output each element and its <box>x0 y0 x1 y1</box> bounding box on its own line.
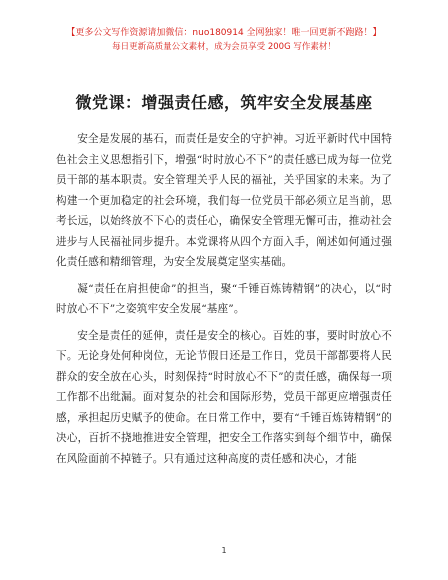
paragraph-main: 安全是责任的延伸，责任是安全的核心。百姓的事，要时时放心不下。无论身处何种岗位，无论节假日还是工作日，党员干部都要将人民群众的安全放在心头，时刻保持“时时放心不下”的责任感，确保每一项工作都不出纰漏。面对复杂的社会和国际形势，党员干部更应增强责任感，承担起历史赋予的使命。在日常工作中，要有“千锤百炼铸精钢”的决心，百折不挠地推进安全管理，把安全工作落实到每个细节中，确保在风险面前不掉链子。只有通过这种高度的责任感和决心，才能 <box>56 329 392 465</box>
paragraph-theme: 凝“责任在肩担使命”的担当，聚“千锤百炼铸精钢”的决心，以“时时放心不下”之姿筑牢安全发展“基座”。 <box>56 282 392 315</box>
document-body <box>56 129 392 475</box>
page-title: 微党课：增强责任感，筑牢安全发展基座 <box>75 93 373 112</box>
page-number: 1 <box>221 546 227 555</box>
promo-banner <box>0 26 448 54</box>
paragraph-intro: 安全是发展的基石，而责任是安全的守护神。习近平新时代中国特色社会主义思想指引下，增强“时时放心不下”的责任感已成为每一位党员干部的基本职责。安全管理关乎人民的福祉，关乎国家的未来。为了构建一个更加稳定的社会环境，我们每一位党员干部必须立足当前，思考长远，以始终放不下心的责任心，确保安全管理无懈可击，推动社会进步与人民福祉同步提升。本党课将从四个方面入手，阐述如何通过强化责任感和精细管理，为安全发展奠定坚实基础。 <box>56 133 392 268</box>
promo-line-1: 【更多公文写作资源请加微信：nuo180914 全网独家！唯一回更新不跑路！】 <box>66 28 382 38</box>
promo-line-2: 每日更新高质量公文素材，成为会员享受 200G 写作素材！ <box>112 42 336 52</box>
